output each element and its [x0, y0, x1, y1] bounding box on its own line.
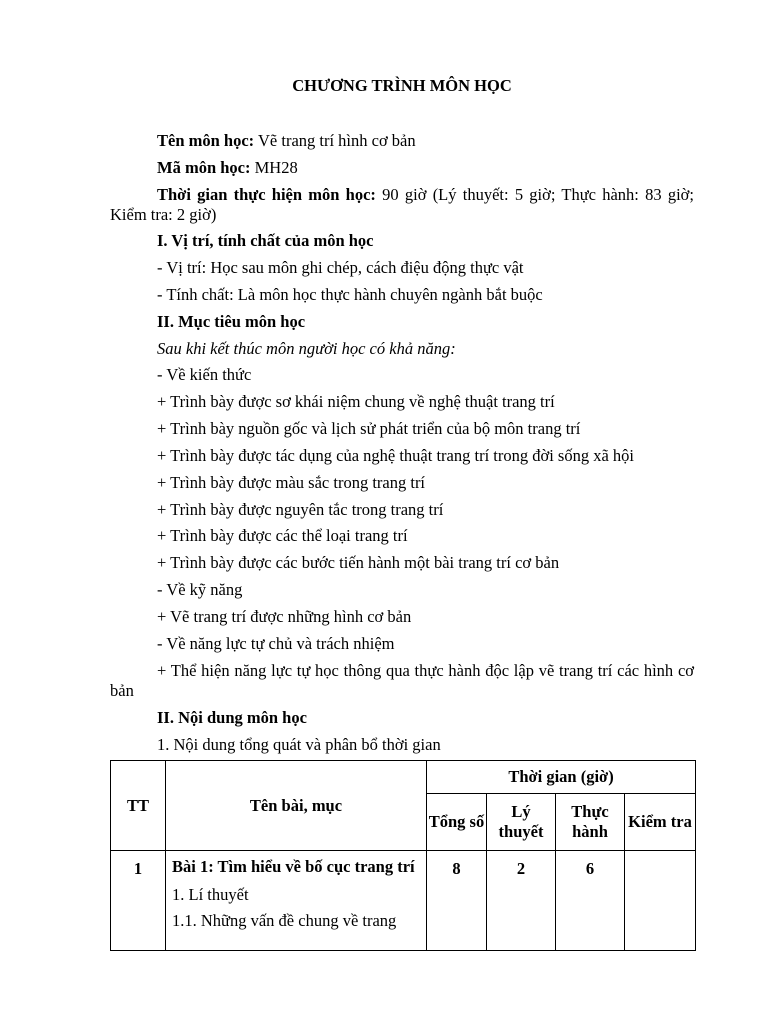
header-lesson-name: Tên bài, mục: [166, 761, 427, 851]
table-row: [111, 851, 696, 951]
knowledge-item: + Trình bày được nguyên tắc trong trang trí: [157, 500, 444, 519]
header-practice: Thực hành: [556, 794, 625, 851]
subject-name-value: Vẽ trang trí hình cơ bản: [254, 131, 416, 150]
subject-code-line: [157, 158, 298, 178]
position-text: - Vị trí: Học sau môn ghi chép, cách điệu động thực vật: [157, 258, 524, 277]
header-theory: Lý thuyết: [487, 794, 556, 851]
subject-code-value: MH28: [250, 158, 298, 177]
header-time: Thời gian (giờ): [427, 761, 696, 794]
autonomy-item: + Thể hiện năng lực tự học thông qua thực hành độc lập vẽ trang trí các hình cơ bản: [110, 661, 694, 700]
page-title: CHƯƠNG TRÌNH MÔN HỌC: [292, 76, 512, 95]
knowledge-item: + Trình bày được các thể loại trang trí: [157, 526, 408, 545]
lesson-theory-line: 1. Lí thuyết: [172, 885, 249, 904]
lesson-title: Bài 1: Tìm hiểu về bố cục trang trí: [172, 857, 415, 876]
duration-value: 90 giờ (Lý thuyết: 5 giờ; Thực hành: 83 giờ; Kiểm tra: 2 giờ): [110, 185, 694, 224]
knowledge-item: + Trình bày được các bước tiến hành một bài trang trí cơ bản: [157, 553, 560, 572]
section-2-heading: II. Mục tiêu môn học: [157, 312, 306, 331]
row-tt: 1: [111, 851, 166, 951]
subject-code-label: Mã môn học:: [157, 158, 251, 177]
duration-paragraph: [110, 185, 694, 225]
section-1-heading: I. Vị trí, tính chất của môn học: [157, 231, 374, 250]
header-tt: TT: [111, 761, 166, 851]
row-test: [625, 851, 696, 951]
table-header-row: [111, 761, 696, 794]
knowledge-item: + Trình bày nguồn gốc và lịch sử phát triển của bộ môn trang trí: [157, 419, 581, 438]
row-total: 8: [427, 851, 487, 951]
knowledge-item: + Trình bày được tác dụng của nghệ thuật trang trí trong đời sống xã hội: [157, 446, 635, 465]
autonomy-heading: - Về năng lực tự chủ và trách nhiệm: [157, 634, 395, 653]
subject-name-line: [157, 131, 416, 151]
skills-heading: - Về kỹ năng: [157, 580, 243, 599]
content-table: [110, 760, 696, 951]
knowledge-heading: - Về kiến thức: [157, 365, 252, 384]
knowledge-item: + Trình bày được màu sắc trong trang trí: [157, 473, 426, 492]
row-theory: 2: [487, 851, 556, 951]
knowledge-item: + Trình bày được sơ khái niệm chung về nghệ thuật trang trí: [157, 392, 555, 411]
intro-italic: Sau khi kết thúc môn người học có khả năng:: [157, 339, 456, 358]
lesson-subsection-line: 1.1. Những vấn đề chung về trang: [172, 911, 397, 930]
nature-text: - Tính chất: Là môn học thực hành chuyên ngành bắt buộc: [157, 285, 543, 304]
row-practice: 6: [556, 851, 625, 951]
section-3-heading: II. Nội dung môn học: [157, 708, 307, 727]
header-test: Kiểm tra: [625, 794, 696, 851]
skills-item: + Vẽ trang trí được những hình cơ bản: [157, 607, 412, 626]
content-subheading: 1. Nội dung tổng quát và phân bổ thời gian: [157, 735, 441, 754]
subject-name-label: Tên môn học:: [157, 131, 255, 150]
row-lesson: [166, 851, 427, 951]
autonomy-paragraph: [110, 661, 694, 701]
header-total: Tổng số: [427, 794, 487, 851]
duration-label: Thời gian thực hiện môn học:: [157, 185, 376, 204]
